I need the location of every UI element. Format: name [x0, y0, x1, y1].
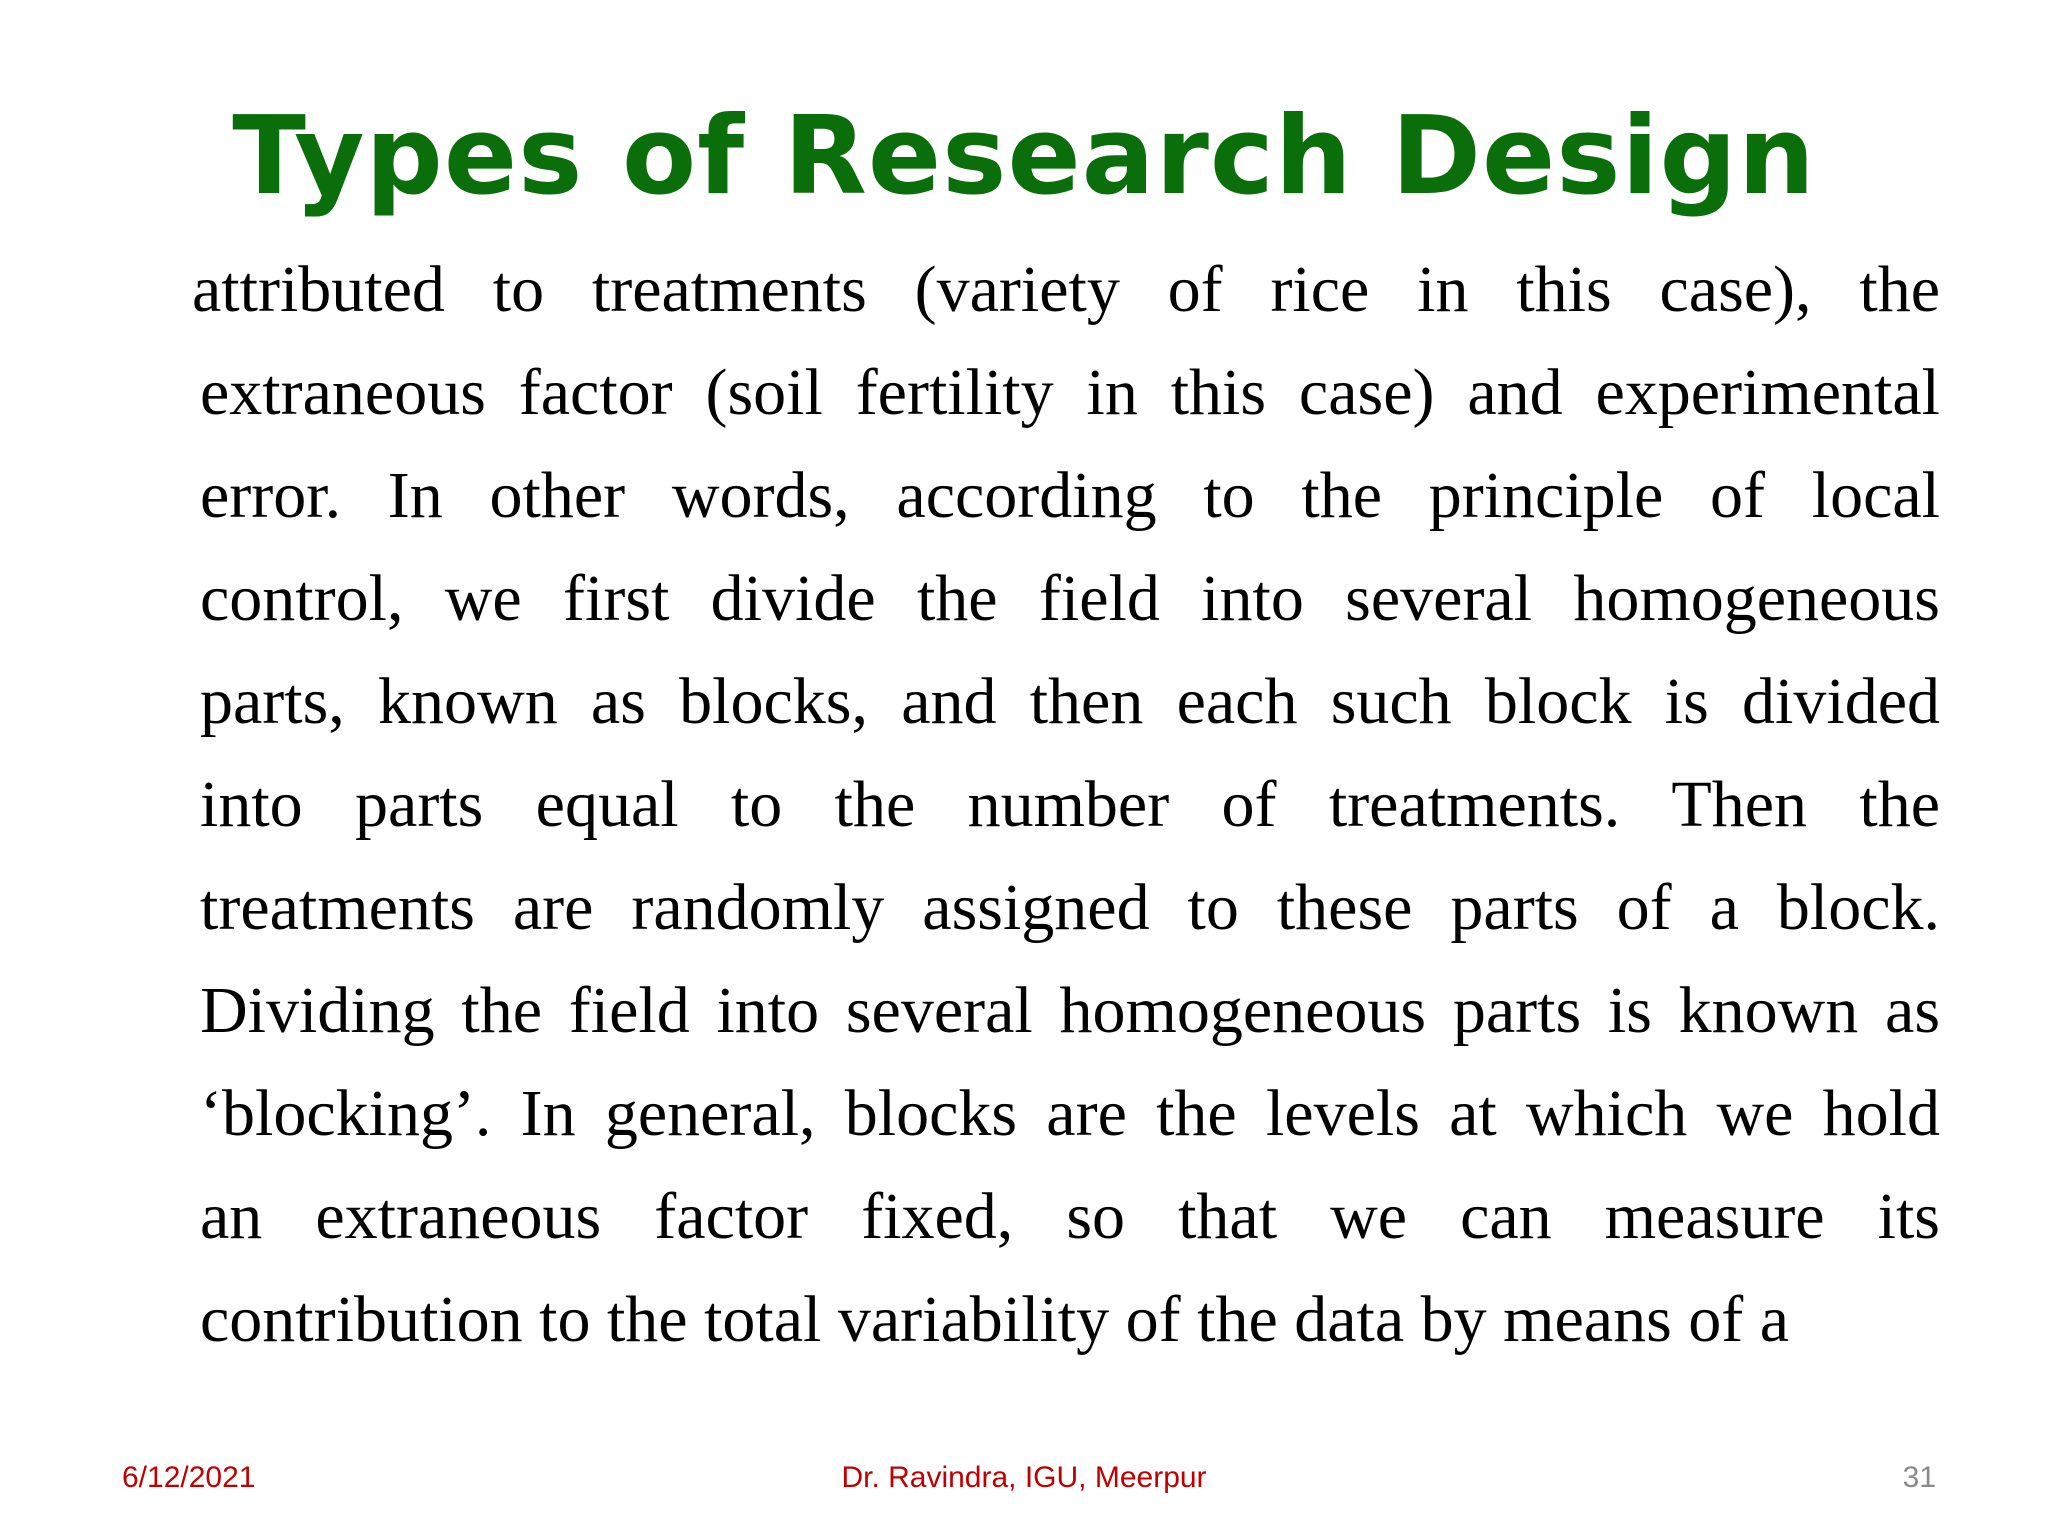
body-line: ‘blocking’. In general, blocks are the levels at which we hold [200, 1077, 1940, 1150]
body-line: Dividing the field into several homogeneous parts is known as [200, 974, 1940, 1047]
body-line: extraneous factor (soil fertility in this case) and experimental [200, 356, 1940, 429]
footer-author: Dr. Ravindra, IGU, Meerpur [841, 1461, 1207, 1494]
body-line: error. In other words, according to the principle of local [200, 459, 1940, 532]
body-line: parts, known as blocks, and then each such block is divided [200, 665, 1940, 738]
footer-page-number: 31 [1902, 1461, 1936, 1494]
body-line: into parts equal to the number of treatments. Then the [200, 768, 1940, 841]
slide-title: Types of Research Design [232, 94, 1816, 219]
body-line: treatments are randomly assigned to these parts of a block. [200, 871, 1940, 944]
slide-body [192, 238, 1940, 1371]
body-line: contribution to the total variability of the data by means of a [200, 1283, 1790, 1356]
footer-date: 6/12/2021 [122, 1461, 256, 1494]
body-line: control, we first divide the field into several homogeneous [200, 562, 1940, 635]
body-line: attributed to treatments (variety of rice in this case), the [192, 253, 1940, 326]
body-line: an extraneous factor fixed, so that we can measure its [200, 1180, 1940, 1253]
